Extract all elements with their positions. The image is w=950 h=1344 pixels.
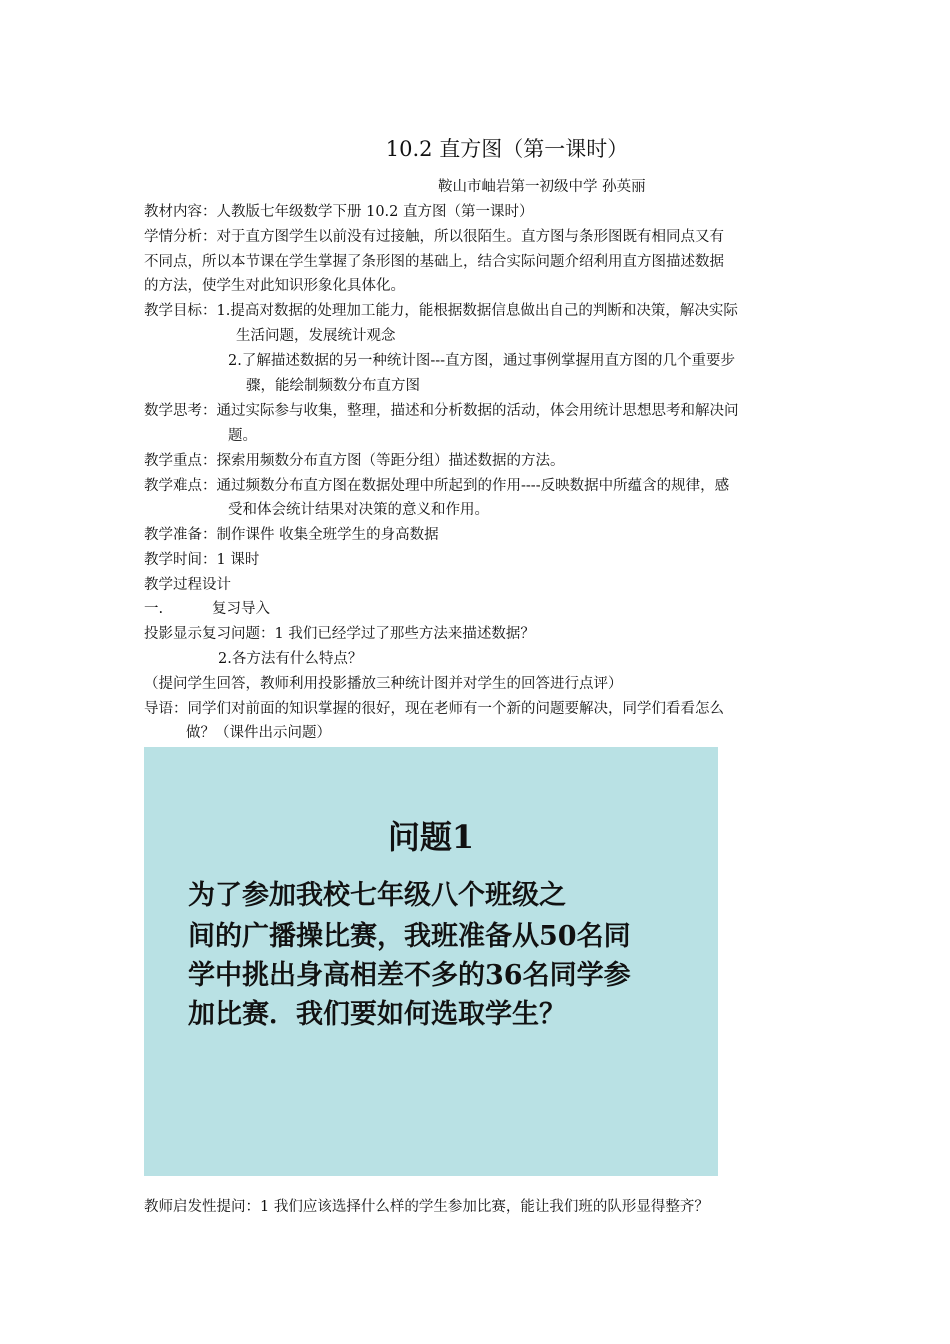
slide-line: 加比赛．我们要如何选取学生？ <box>188 999 566 1030</box>
text-line: 做？（课件出示问题） <box>186 725 331 741</box>
text-line: 教材内容：人教版七年级数学下册 10.2 直方图（第一课时） <box>144 204 534 220</box>
text-line: 数学思考：通过实际参与收集，整理，描述和分析数据的活动，体会用统计思想思考和解决问 <box>144 403 739 419</box>
text-line: 教学时间：1 课时 <box>144 552 260 568</box>
text-line: 2.各方法有什么特点？ <box>218 651 363 667</box>
slide-line: 间的广播操比赛，我班准备从50名同 <box>188 921 631 952</box>
slide-line: 学中挑出身高相差不多的36名同学参 <box>188 960 631 991</box>
text-line: 不同点，所以本节课在学生掌握了条形图的基础上，结合实际问题介绍利用直方图描述数据 <box>144 254 724 270</box>
text-line: 教学难点：通过频数分布直方图在数据处理中所起到的作用----反映数据中所蕴含的规律，感 <box>144 478 730 494</box>
text-line: 生活问题，发展统计观念 <box>236 328 396 344</box>
text-line: 的方法，使学生对此知识形象化具体化。 <box>144 278 405 294</box>
text-line: （提问学生回答，教师利用投影播放三种统计图并对学生的回答进行点评） <box>144 676 623 692</box>
text-line: 2.了解描述数据的另一种统计图---直方图，通过事例掌握用直方图的几个重要步 <box>228 353 736 369</box>
document-title: 10.2 直方图（第一课时） <box>385 137 629 161</box>
text-line: 骤，能绘制频数分布直方图 <box>246 378 420 394</box>
text-line: 投影显示复习问题：1 我们已经学过了那些方法来描述数据？ <box>144 626 535 642</box>
section-heading: 复习导入 <box>212 601 270 617</box>
slide-title: 问题1 <box>387 818 475 856</box>
text-line: 教学目标：1.提高对数据的处理加工能力，能根据数据信息做出自己的判断和决策，解决实际 <box>144 303 738 319</box>
author-line: 鞍山市岫岩第一初级中学 孙英丽 <box>438 179 646 195</box>
text-line: 教师启发性提问：1 我们应该选择什么样的学生参加比赛，能让我们班的队形显得整齐？ <box>144 1199 709 1215</box>
problem-slide <box>144 747 718 1176</box>
section-number: 一. <box>144 601 164 617</box>
text-line: 教学重点：探索用频数分布直方图（等距分组）描述数据的方法。 <box>144 453 565 469</box>
text-line: 题。 <box>228 428 257 444</box>
text-line: 学情分析：对于直方图学生以前没有过接触，所以很陌生。直方图与条形图既有相同点又有 <box>144 229 724 245</box>
text-line: 导语：同学们对前面的知识掌握的很好，现在老师有一个新的问题要解决，同学们看看怎么 <box>144 701 724 717</box>
slide-line: 为了参加我校七年级八个班级之 <box>188 880 566 911</box>
text-line: 教学准备：制作课件 收集全班学生的身高数据 <box>144 527 439 543</box>
text-line: 教学过程设计 <box>144 577 231 593</box>
text-line: 受和体会统计结果对决策的意义和作用。 <box>228 502 489 518</box>
